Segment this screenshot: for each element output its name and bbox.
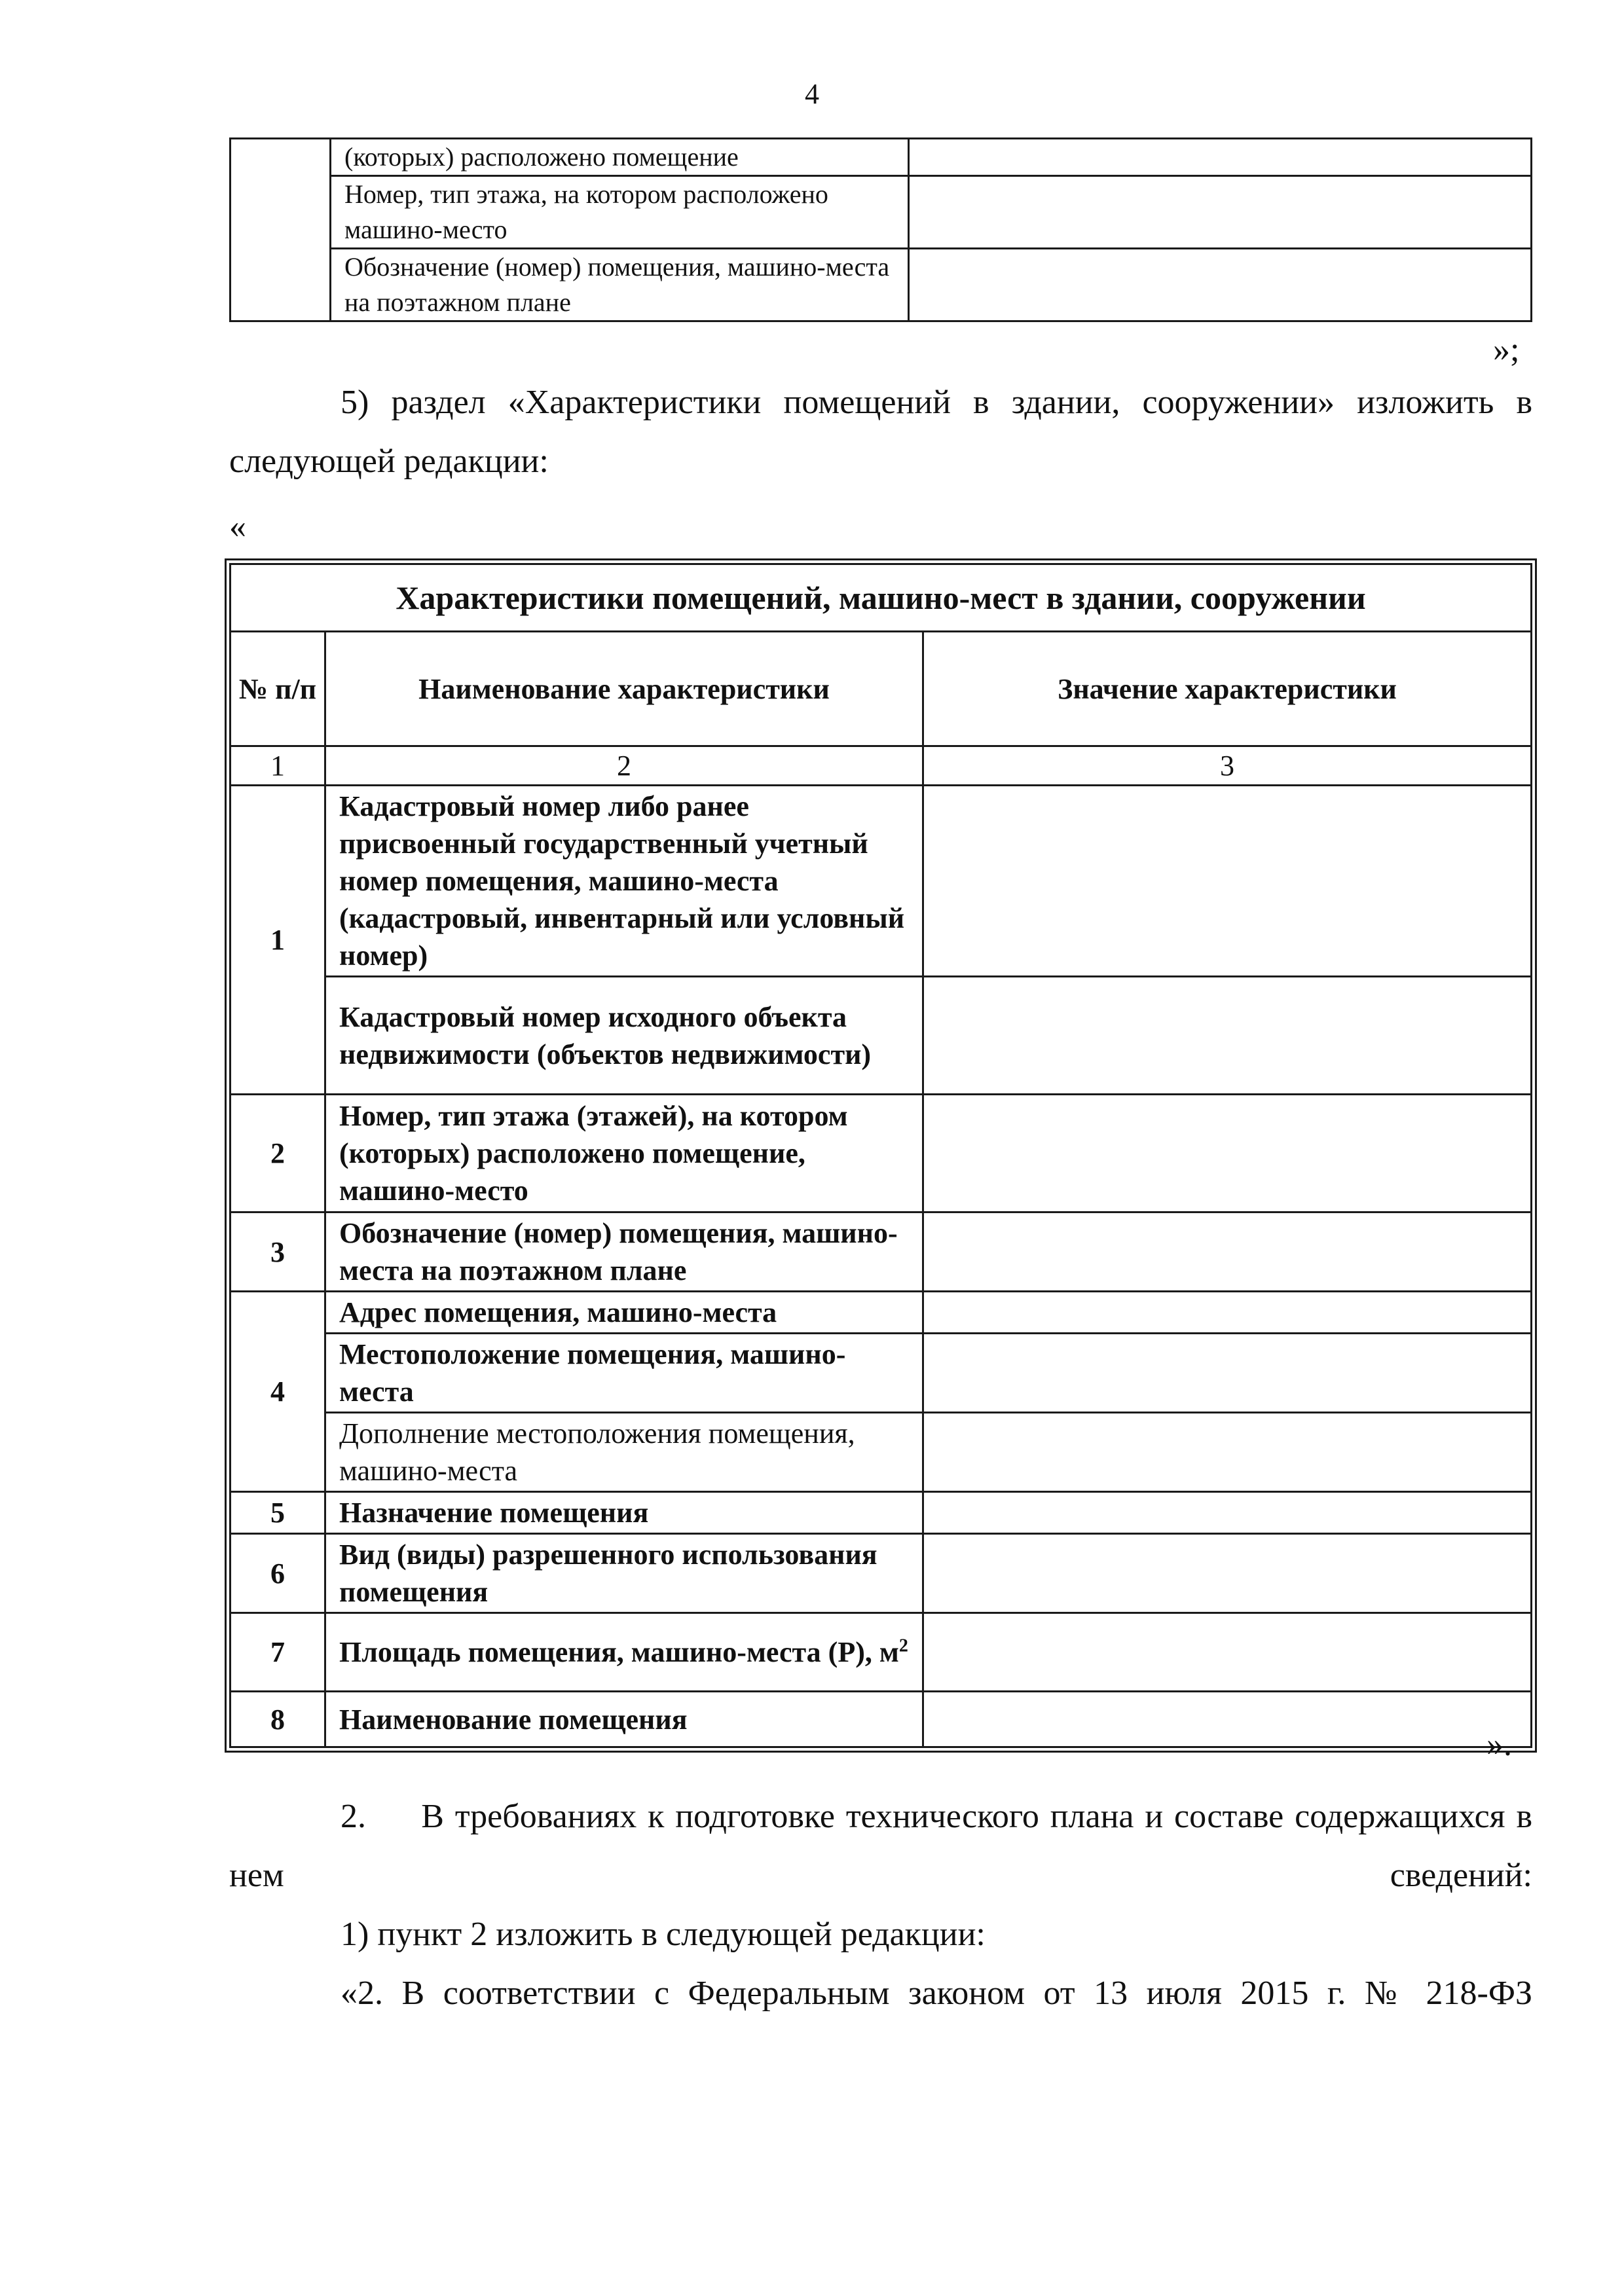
row-value xyxy=(923,1413,1532,1492)
row-number: 6 xyxy=(231,1534,325,1613)
row-value xyxy=(923,1334,1532,1413)
row-number: 3 xyxy=(231,1212,325,1292)
continuation-table xyxy=(229,137,1532,322)
row-name: Назначение помещения xyxy=(325,1492,923,1534)
row-value xyxy=(923,1692,1532,1747)
paragraph-2-1: 1) пункт 2 изложить в следующей редакции: xyxy=(341,1916,986,1953)
row-number: 4 xyxy=(231,1292,325,1492)
characteristics-table xyxy=(229,563,1532,1748)
closing-quote: ». xyxy=(1486,1726,1512,1763)
row-name: Дополнение местоположения помещения, машино-места xyxy=(325,1413,923,1492)
paragraph-2 xyxy=(229,1787,1532,1905)
row-number: 8 xyxy=(231,1692,325,1747)
row-name: Кадастровый номер либо ранее присвоенный государственный учетный номер помещения, машино-места (кадастровый, инвентарный или условный номер) xyxy=(325,786,923,977)
table-cell-value xyxy=(909,176,1532,249)
row-value xyxy=(923,1095,1532,1212)
paragraph-2-2: «2. В соответствии с Федеральным законом от 13 июля 2015 г. № 218-ФЗ xyxy=(341,1975,1532,2012)
row-name: Номер, тип этажа (этажей), на котором (которых) расположено помещение, машино-место xyxy=(325,1095,923,1212)
row-name: Вид (виды) разрешенного использования помещения xyxy=(325,1534,923,1613)
table-cell-name: Номер, тип этажа, на котором расположено машино-место xyxy=(331,176,909,249)
row-name: Обозначение (номер) помещения, машино-места на поэтажном плане xyxy=(325,1212,923,1292)
row-name: Наименование помещения xyxy=(325,1692,923,1747)
superscript-2: 2 xyxy=(898,1635,908,1656)
row-number: 5 xyxy=(231,1492,325,1534)
index-cell: 2 xyxy=(325,746,923,786)
paragraph-2-line xyxy=(229,1787,1532,1905)
row-name xyxy=(325,1613,923,1692)
paragraph-section-5: 5) раздел «Характеристики помещений в здании, сооружении» изложить в следующей редакции: xyxy=(229,384,1532,480)
page-number: 4 xyxy=(805,78,819,110)
row-value xyxy=(923,1534,1532,1613)
table-cell-value xyxy=(909,249,1532,321)
row-name: Местоположение помещения, машино-места xyxy=(325,1334,923,1413)
area-label: Площадь помещения, машино-места (Р), м xyxy=(339,1636,899,1668)
row-value xyxy=(923,1212,1532,1292)
header-number: № п/п xyxy=(231,632,325,746)
table-cell-number-empty xyxy=(231,139,331,321)
row-value xyxy=(923,1613,1532,1692)
row-value xyxy=(923,977,1532,1095)
row-name: Адрес помещения, машино-места xyxy=(325,1292,923,1334)
row-value xyxy=(923,1492,1532,1534)
table-title: Характеристики помещений, машино-мест в здании, сооружении xyxy=(231,564,1532,632)
row-number: 7 xyxy=(231,1613,325,1692)
row-value xyxy=(923,786,1532,977)
table-cell-name: (которых) расположено помещение xyxy=(331,139,909,176)
index-cell: 3 xyxy=(923,746,1532,786)
paragraph-2-text: В требованиях к подготовке технического плана и составе содержащихся в нем сведений: xyxy=(229,1798,1533,1894)
row-number: 2 xyxy=(231,1095,325,1212)
row-name: Кадастровый номер исходного объекта недвижимости (объектов недвижимости) xyxy=(325,977,923,1095)
header-value: Значение характеристики xyxy=(923,632,1532,746)
index-cell: 1 xyxy=(231,746,325,786)
table-cell-value xyxy=(909,139,1532,176)
closing-quote: »; xyxy=(1493,331,1520,369)
opening-quote: « xyxy=(229,508,246,545)
row-value xyxy=(923,1292,1532,1334)
row-number: 1 xyxy=(231,786,325,1095)
table-cell-name: Обозначение (номер) помещения, машино-места на поэтажном плане xyxy=(331,249,909,321)
header-name: Наименование характеристики xyxy=(325,632,923,746)
paragraph-2-number: 2. xyxy=(341,1798,366,1835)
